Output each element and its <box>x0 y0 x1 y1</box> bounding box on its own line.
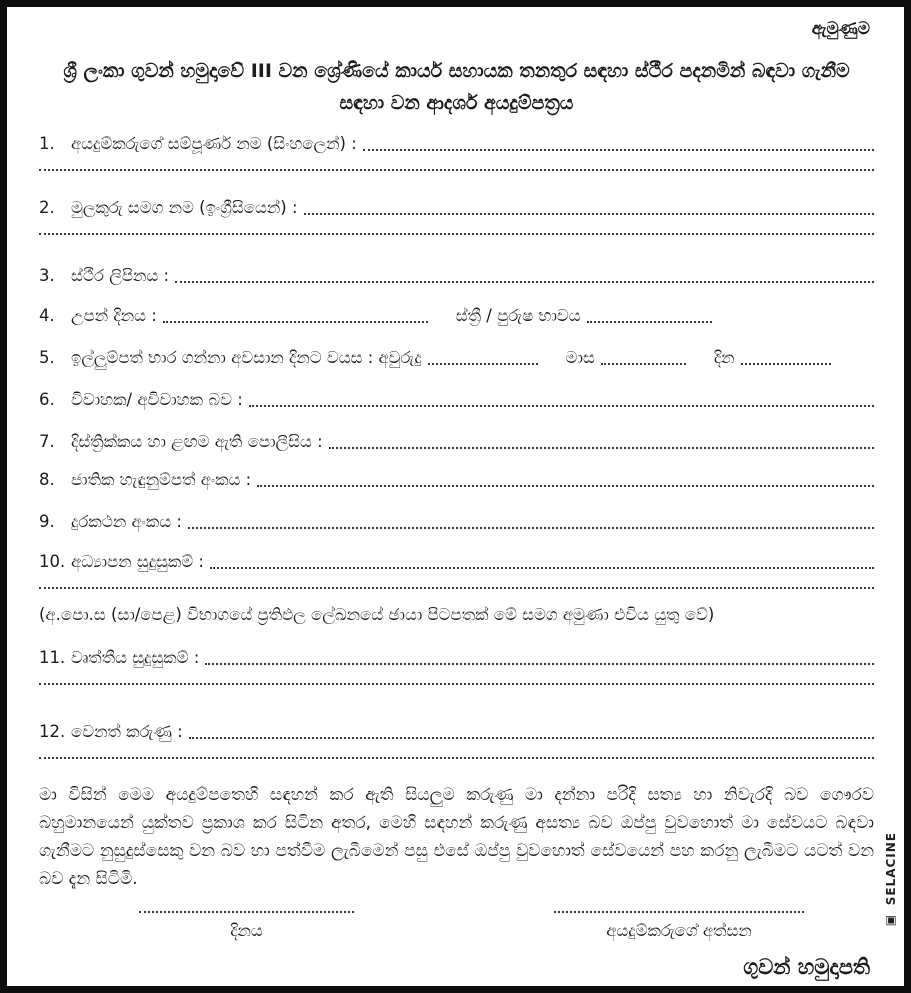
field-other-details-continuation[interactable] <box>39 755 874 759</box>
item-number: 3. <box>39 266 55 285</box>
item-number: 11. <box>39 648 66 667</box>
form-row-name-english <box>39 197 874 219</box>
field-name-english[interactable] <box>304 213 874 215</box>
form-row-permanent-address <box>39 265 874 287</box>
field-age-months[interactable] <box>601 363 686 365</box>
item-label: වෙනත් කරුණු : <box>71 722 183 741</box>
field-age-days[interactable] <box>741 363 831 365</box>
item-label: ස්ථීර ලිපිනය : <box>71 266 170 285</box>
form-row-date-of-birth-gender <box>39 305 874 327</box>
field-education-qualifications[interactable] <box>210 567 874 569</box>
item-label-gender: ස්ත්‍රී / පුරුෂ භාවය <box>455 306 581 325</box>
form-row-education-qualifications <box>39 551 874 573</box>
field-gender[interactable] <box>587 321 712 323</box>
item-label: විවාහක/ අවිවාහක බව : <box>71 390 243 409</box>
item-label: ඉල්ලුම්පත් භාර ගන්නා අවසාන දිනට වයස : අවුරුදු <box>71 348 422 367</box>
applicant-signature-block <box>554 909 804 941</box>
item-number: 10. <box>39 552 66 571</box>
declaration-paragraph: මා විසින් මෙම අයදුම්පතෙහි සඳහන් කර ඇති සියලුම කරුණු මා දන්නා පරිදි සත්‍ය හා නිවැරදි බව ගෞරව බහුමානයෙන් යුක්තව ප්‍රකාශ කර සිටින අතර, මෙහි සඳහන් කරුණු අසත්‍ය බව ඔප්පු වුවහොත් මා සේවයට බඳවා ගැනීමට නුසුදුස්සෙකු වන බව හා පත්වීම ලැබීමෙන් පසු එසේ ඔප්පු වුවහොත් සේවයෙන් පහ කරනු ලැබීමට යටත් වන බව දැන සිටිමි. <box>39 785 874 889</box>
field-nic-number[interactable] <box>257 485 874 487</box>
form-row-other-details <box>39 721 874 743</box>
item-label: උපන් දිනය : <box>71 306 157 325</box>
form-row-district-police <box>39 431 874 453</box>
date-label: දිනය <box>230 921 263 940</box>
item-number: 6. <box>39 390 55 409</box>
selacine-brand-text: SELACINE <box>884 831 898 905</box>
form-title <box>39 55 874 119</box>
item-label: අධ්‍යාපන සුදුසුකම් : <box>71 552 204 571</box>
field-marital-status[interactable] <box>249 405 874 407</box>
item-label: මුලකුරු සමග නම (ඉංග්‍රීසියෙන්) : <box>71 198 298 217</box>
form-row-marital-status <box>39 389 874 411</box>
signature-row <box>39 909 874 941</box>
item-label: අයදුම්කරුගේ සම්පූර්ණ නම (සිංහලෙන්) : <box>71 134 357 153</box>
form-row-full-name-sinhala <box>39 133 874 155</box>
field-other-details[interactable] <box>189 737 874 739</box>
item-number: 1. <box>39 134 55 153</box>
date-line[interactable] <box>139 909 354 913</box>
field-permanent-address[interactable] <box>175 281 874 283</box>
form-row-professional-qualifications <box>39 647 874 669</box>
field-full-name-sinhala[interactable] <box>363 149 874 151</box>
form-row-phone-number <box>39 511 874 533</box>
item-number: 2. <box>39 198 55 217</box>
selacine-logo-icon: ▣ <box>884 913 898 928</box>
item-label: දුරකථන අංකය : <box>71 512 182 531</box>
form-title-line1: ශ්‍රී ලංකා ගුවන් හමුදාවේ III වන ශ්‍රේණියේ කාර්ය සහායක තනතුර සඳහා ස්ථීර පදනමින් බඳවා ගැනීම <box>63 60 850 82</box>
field-professional-qualifications-continuation[interactable] <box>39 681 874 685</box>
item-label: වෘත්තීය සුදුසුකම් : <box>71 648 200 667</box>
annex-label: ඇමුණුම <box>811 19 870 39</box>
selacine-brand <box>884 832 898 928</box>
item-label-months: මාස <box>565 348 595 367</box>
form-title-line2: සඳහා වන ආදර්ශ අයදුම්පත්‍රය <box>339 92 574 114</box>
item-number: 5. <box>39 348 55 367</box>
form-row-age-on-closing-date <box>39 347 874 369</box>
date-signature-block <box>139 909 354 941</box>
item-label: ජාතික හැඳුනුම්පත් අංකය : <box>71 470 252 489</box>
authority-title: ගුවන් හමුදාපති <box>743 955 870 979</box>
form-row-nic-number <box>39 469 874 491</box>
item-number: 8. <box>39 470 55 489</box>
applicant-signature-line[interactable] <box>554 909 804 913</box>
applicant-signature-label: අයදුම්කරුගේ අත්සන <box>606 921 752 940</box>
item-number: 9. <box>39 512 55 531</box>
item-label-days: දින <box>713 348 735 367</box>
field-full-name-sinhala-continuation[interactable] <box>39 167 874 171</box>
field-name-english-continuation[interactable] <box>39 231 874 235</box>
item-number: 7. <box>39 432 55 451</box>
item-number: 4. <box>39 306 55 325</box>
field-education-qualifications-continuation[interactable] <box>39 585 874 589</box>
item-number: 12. <box>39 722 66 741</box>
ol-certificate-note: (අ.පො.ස (සා/පෙළ) විභාගයේ ප්‍රතිඵල ලේඛනයේ ඡායා පිටපතක් මේ සමග අමුණා එවිය යුතු වේ) <box>39 605 715 624</box>
field-date-of-birth[interactable] <box>163 321 428 323</box>
field-age-years[interactable] <box>428 363 538 365</box>
item-label: දිස්ත්‍රික්කය හා ළඟම ඇති පොලීසිය : <box>71 432 323 451</box>
field-professional-qualifications[interactable] <box>205 663 874 665</box>
field-district-police[interactable] <box>329 447 874 449</box>
field-phone-number[interactable] <box>188 527 874 529</box>
